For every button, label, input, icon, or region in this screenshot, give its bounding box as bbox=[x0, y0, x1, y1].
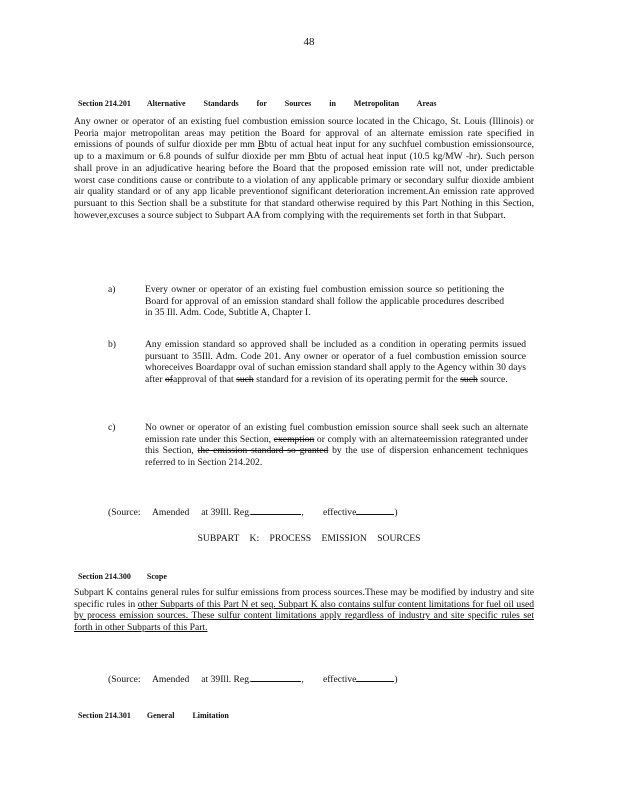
body-part-a: Any owner or operator of an existing fuel combustion emission source located in the Chicago, St. Louis (Illinois) or Peoria major metropolitan areas may petition the Board for approval of an alternate emission rate specified in emissions of pounds of sulfur dioxide per mm bbox=[74, 116, 534, 151]
register-blank bbox=[251, 673, 301, 682]
item-c-deleted-1: exemption bbox=[273, 433, 315, 445]
list-item-c bbox=[108, 422, 528, 492]
item-b-deleted-3: such bbox=[460, 374, 478, 386]
source-register: at 39Ill. Reg. bbox=[201, 507, 252, 518]
source-note-2: (Source: Amended at 39Ill. Reg. , effective ) bbox=[108, 674, 398, 685]
body-part-c: btu of actual heat input (10.5 kg/MW -hr). Such person shall prove in an adjudicative hearing before the Board that the proposed emission rate will not, under predictable worst case conditions cause or contribute to a violation of any applicable primary or secondary sulfur dioxide ambient air quality standard or of any app licable preventionof significant deterioration increment.An emission rate approved pursuant to this Section shall be a substitute for that standard otherwise required by this Part Nothing in this Section, however,excuses a source subject to Subpart AA from complying with the requirements set forth in that Subpart. bbox=[74, 151, 534, 221]
item-c-label: c) bbox=[108, 422, 116, 433]
effective-blank bbox=[356, 506, 394, 515]
source-close: ) bbox=[394, 674, 398, 685]
scope-text-plain: Subpart K contains general rules for sulfur emissions from process sources.These may be modified by industry and site specific rules in bbox=[74, 587, 534, 610]
item-b-text bbox=[145, 339, 526, 386]
body-part-b: btu of actual heat input for any suchfuel combustion emissionsource, up to a maximum or 6.8 pounds of sulfur dioxide per mm bbox=[74, 139, 535, 163]
section-number: Section 214.301 bbox=[78, 711, 131, 720]
source-amended: Amended bbox=[151, 507, 190, 518]
source-note-1: (Source: Amended at 39Ill. Reg. , effective ) bbox=[108, 507, 398, 518]
item-c-part-1: No owner or operator of an existing fuel combustion emission source shall seek such an alternate emission rate under this Section, bbox=[145, 422, 528, 445]
item-b-part-3: standard for a revision of its operating permit for the bbox=[253, 374, 461, 386]
section-214-201-heading bbox=[74, 90, 437, 108]
section-214-300-heading bbox=[74, 563, 167, 581]
subpart-k-heading: SUBPART K: PROCESS EMISSION SOURCES bbox=[197, 533, 421, 544]
effective-blank bbox=[356, 673, 394, 682]
source-close: ) bbox=[394, 507, 398, 518]
scope-text-inserted: other Subparts of this Part N et seq. Subpart K also contains sulfur content limitations for fuel oil used by process emission sources. These sulfur content limitations apply regardless of industry and site specific rules set forth in other Subparts of this Part. bbox=[74, 598, 534, 634]
page-number: 48 bbox=[303, 36, 315, 48]
section-title: Scope bbox=[146, 572, 167, 581]
item-a-label: a) bbox=[108, 284, 116, 295]
item-b-label: b) bbox=[108, 339, 116, 350]
source-effective: effective bbox=[322, 674, 357, 685]
item-b-deleted-2: such bbox=[236, 374, 254, 386]
source-label: (Source: bbox=[108, 674, 141, 685]
item-b-deleted-1: of bbox=[164, 374, 173, 386]
section-214-300-body bbox=[74, 587, 534, 634]
section-number: Section 214.201 bbox=[78, 99, 131, 108]
register-blank bbox=[251, 506, 301, 515]
section-number: Section 214.300 bbox=[78, 572, 131, 581]
section-214-301-heading bbox=[74, 702, 229, 720]
list-item-a bbox=[108, 284, 504, 324]
item-a-text: Every owner or operator of an existing fuel combustion emission source so petitioning the Board for approval of an emission standard shall follow the applicable procedures described in 35 Ill. Adm. Code, Subtitle A, Chapter I. bbox=[145, 284, 504, 319]
source-label: (Source: bbox=[108, 507, 141, 518]
item-b-part-4: source. bbox=[477, 374, 508, 386]
item-c-text bbox=[145, 422, 528, 469]
section-title: General Limitation bbox=[146, 711, 229, 720]
item-b-part-1: Any emission standard so approved shall be included as a condition in operating permits issued pursuant to 35Ill. Adm. Code 201. Any owner or operator of a fuel combustion emission source whoreceives Boardappr oval of suchan emission standard shall apply to the Agency within 30 days after bbox=[145, 339, 526, 386]
item-c-part-3: by the use of dispersion enhancement techniques referred to in Section 214.202. bbox=[145, 445, 528, 469]
item-c-deleted-2: the emission standard so granted bbox=[197, 445, 329, 457]
item-b-part-2: approval of that bbox=[172, 374, 237, 386]
item-c-part-2: or comply with an alternateemission rategranted under this Section, bbox=[145, 433, 528, 457]
source-effective: effective bbox=[322, 507, 357, 518]
source-register: at 39Ill. Reg. bbox=[201, 674, 252, 685]
section-214-201-body bbox=[74, 116, 534, 221]
btu-inserted-1: B bbox=[257, 139, 265, 151]
source-amended: Amended bbox=[151, 674, 190, 685]
btu-inserted-2: B bbox=[307, 151, 315, 163]
section-title: Alternative Standards for Sources in Metropolitan Areas bbox=[146, 99, 437, 108]
list-item-b bbox=[108, 339, 526, 409]
